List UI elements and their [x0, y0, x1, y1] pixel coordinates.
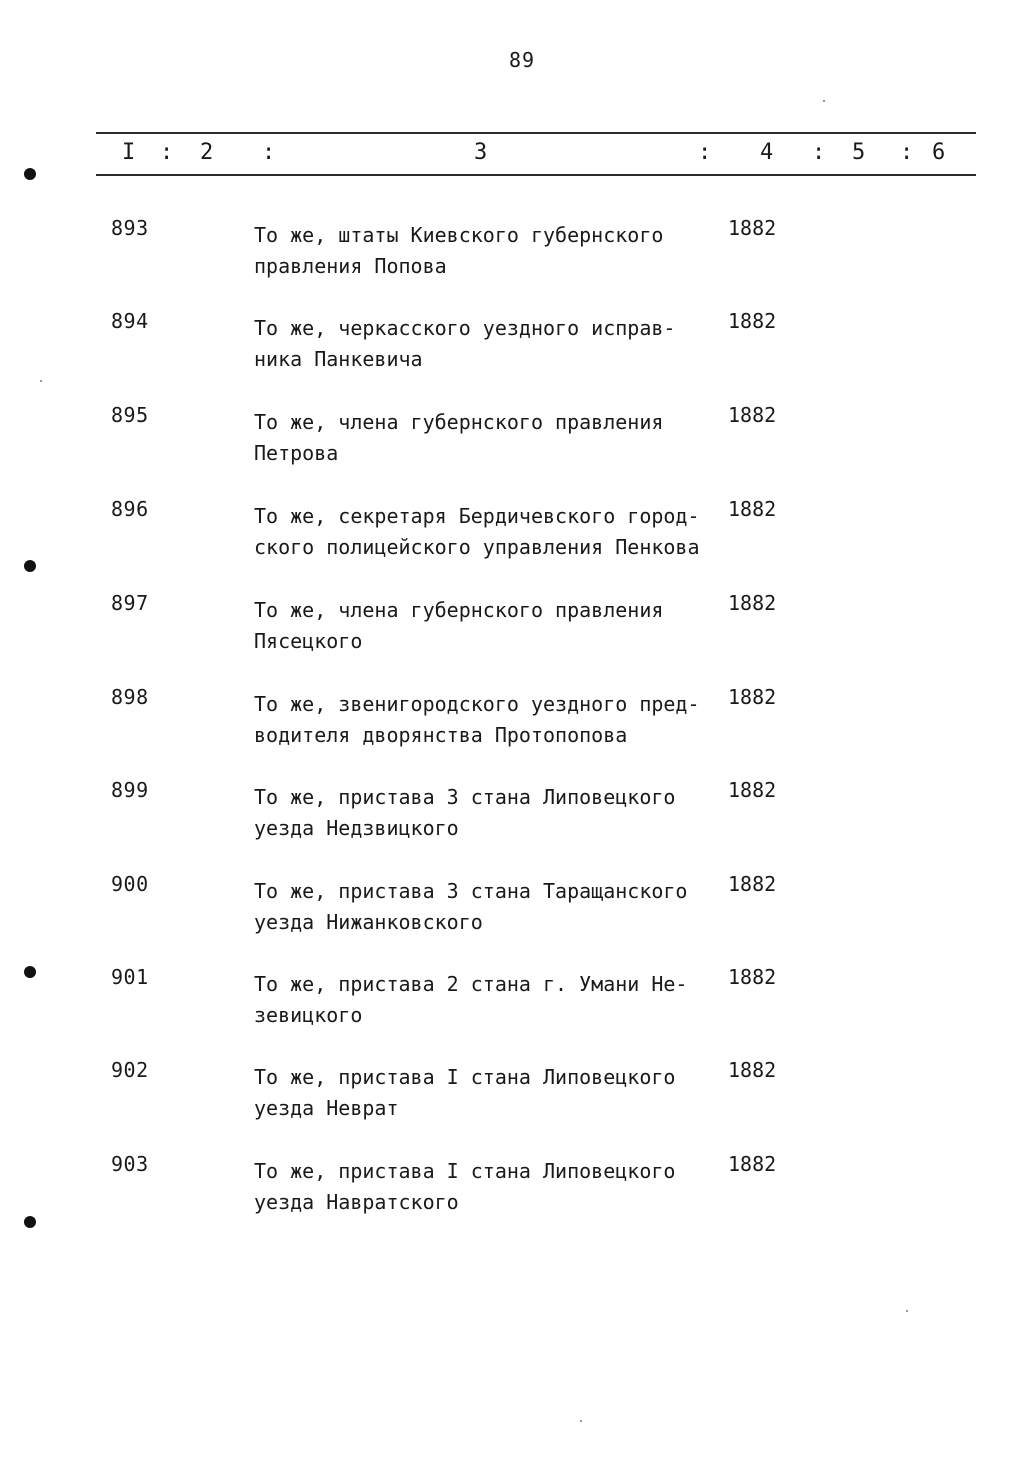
entry-description-line: То же, черкасского уездного исправ-: [254, 316, 676, 340]
entry-number: 899: [111, 778, 149, 802]
entry-description-line: водителя дворянства Протопопова: [254, 723, 628, 747]
scan-speck: [823, 100, 825, 102]
entry-description-line: зевицкого: [254, 1003, 363, 1027]
entry-description: [254, 1062, 734, 1124]
list-item: [0, 965, 1024, 1045]
column-separator: :: [900, 140, 914, 165]
entry-description-line: уезда Недзвицкого: [254, 816, 459, 840]
entry-number: 900: [111, 872, 149, 896]
entry-description-line: То же, пристава I стана Липовецкого: [254, 1159, 676, 1183]
column-header-3: 3: [474, 140, 488, 165]
column-separator: :: [812, 140, 826, 165]
entry-description: [254, 220, 734, 282]
scan-speck: [40, 380, 42, 382]
entry-description-line: То же, пристава 3 стана Таращанского: [254, 879, 688, 903]
entry-description-line: Петрова: [254, 441, 339, 465]
entry-description-line: То же, пристава 2 стана г. Умани Не-: [254, 972, 688, 996]
entry-description-line: уезда Неврат: [254, 1096, 399, 1120]
entry-year: 1882: [728, 685, 777, 709]
entry-number: 902: [111, 1058, 149, 1082]
column-header-5: 5: [852, 140, 866, 165]
column-separator: :: [698, 140, 712, 165]
entry-number: 893: [111, 216, 149, 240]
page-number: 89: [508, 48, 536, 72]
list-item: [0, 216, 1024, 296]
punch-hole-mark: [24, 966, 36, 978]
list-item: [0, 778, 1024, 858]
entry-description: [254, 1156, 734, 1218]
column-separator: :: [160, 140, 174, 165]
entry-description-line: То же, пристава I стана Липовецкого: [254, 1065, 676, 1089]
column-header: [96, 140, 976, 170]
list-item: [0, 591, 1024, 671]
entry-description-line: Пясецкого: [254, 629, 363, 653]
entry-description: [254, 969, 734, 1031]
entry-year: 1882: [728, 872, 777, 896]
entry-year: 1882: [728, 1058, 777, 1082]
column-header-2: 2: [200, 140, 214, 165]
entry-description: [254, 595, 734, 657]
entry-year: 1882: [728, 591, 777, 615]
list-item: [0, 872, 1024, 952]
entry-description-line: уезда Навратского: [254, 1190, 459, 1214]
list-item: [0, 403, 1024, 483]
list-item: [0, 497, 1024, 577]
entry-year: 1882: [728, 309, 777, 333]
scan-speck: [906, 1310, 908, 1312]
entry-number: 901: [111, 965, 149, 989]
entry-number: 896: [111, 497, 149, 521]
entry-description: [254, 689, 734, 751]
punch-hole-mark: [24, 560, 36, 572]
entry-number: 895: [111, 403, 149, 427]
punch-hole-mark: [24, 1216, 36, 1228]
entry-description: [254, 501, 734, 563]
entry-description: [254, 782, 734, 844]
header-rule-bottom: [96, 174, 976, 176]
entry-description-line: То же, члена губернского правления: [254, 410, 664, 434]
entry-number: 898: [111, 685, 149, 709]
list-item: [0, 685, 1024, 765]
list-item: [0, 309, 1024, 389]
entry-description-line: правления Попова: [254, 254, 447, 278]
entry-description-line: ского полицейского управления Пенкова: [254, 535, 700, 559]
header-rule-top: [96, 132, 976, 134]
entry-year: 1882: [728, 778, 777, 802]
column-header-1: I: [122, 140, 136, 165]
entry-description: [254, 876, 734, 938]
entry-number: 894: [111, 309, 149, 333]
entry-number: 903: [111, 1152, 149, 1176]
entry-year: 1882: [728, 1152, 777, 1176]
list-item: [0, 1058, 1024, 1138]
column-separator: :: [262, 140, 276, 165]
punch-hole-mark: [24, 168, 36, 180]
entry-description-line: То же, секретаря Бердичевского город-: [254, 504, 700, 528]
column-header-6: 6: [932, 140, 946, 165]
entry-description-line: То же, звенигородского уездного пред-: [254, 692, 700, 716]
entry-description-line: уезда Нижанковского: [254, 910, 483, 934]
entry-year: 1882: [728, 216, 777, 240]
entry-description-line: ника Панкевича: [254, 347, 423, 371]
entry-year: 1882: [728, 403, 777, 427]
list-item: [0, 1152, 1024, 1232]
scan-speck: [580, 1420, 582, 1422]
entry-year: 1882: [728, 965, 777, 989]
entry-description-line: То же, штаты Киевского губернского: [254, 223, 664, 247]
entry-description: [254, 313, 734, 375]
entry-description-line: То же, пристава 3 стана Липовецкого: [254, 785, 676, 809]
entry-number: 897: [111, 591, 149, 615]
column-header-4: 4: [760, 140, 774, 165]
entry-year: 1882: [728, 497, 777, 521]
entry-description: [254, 407, 734, 469]
entry-description-line: То же, члена губернского правления: [254, 598, 664, 622]
